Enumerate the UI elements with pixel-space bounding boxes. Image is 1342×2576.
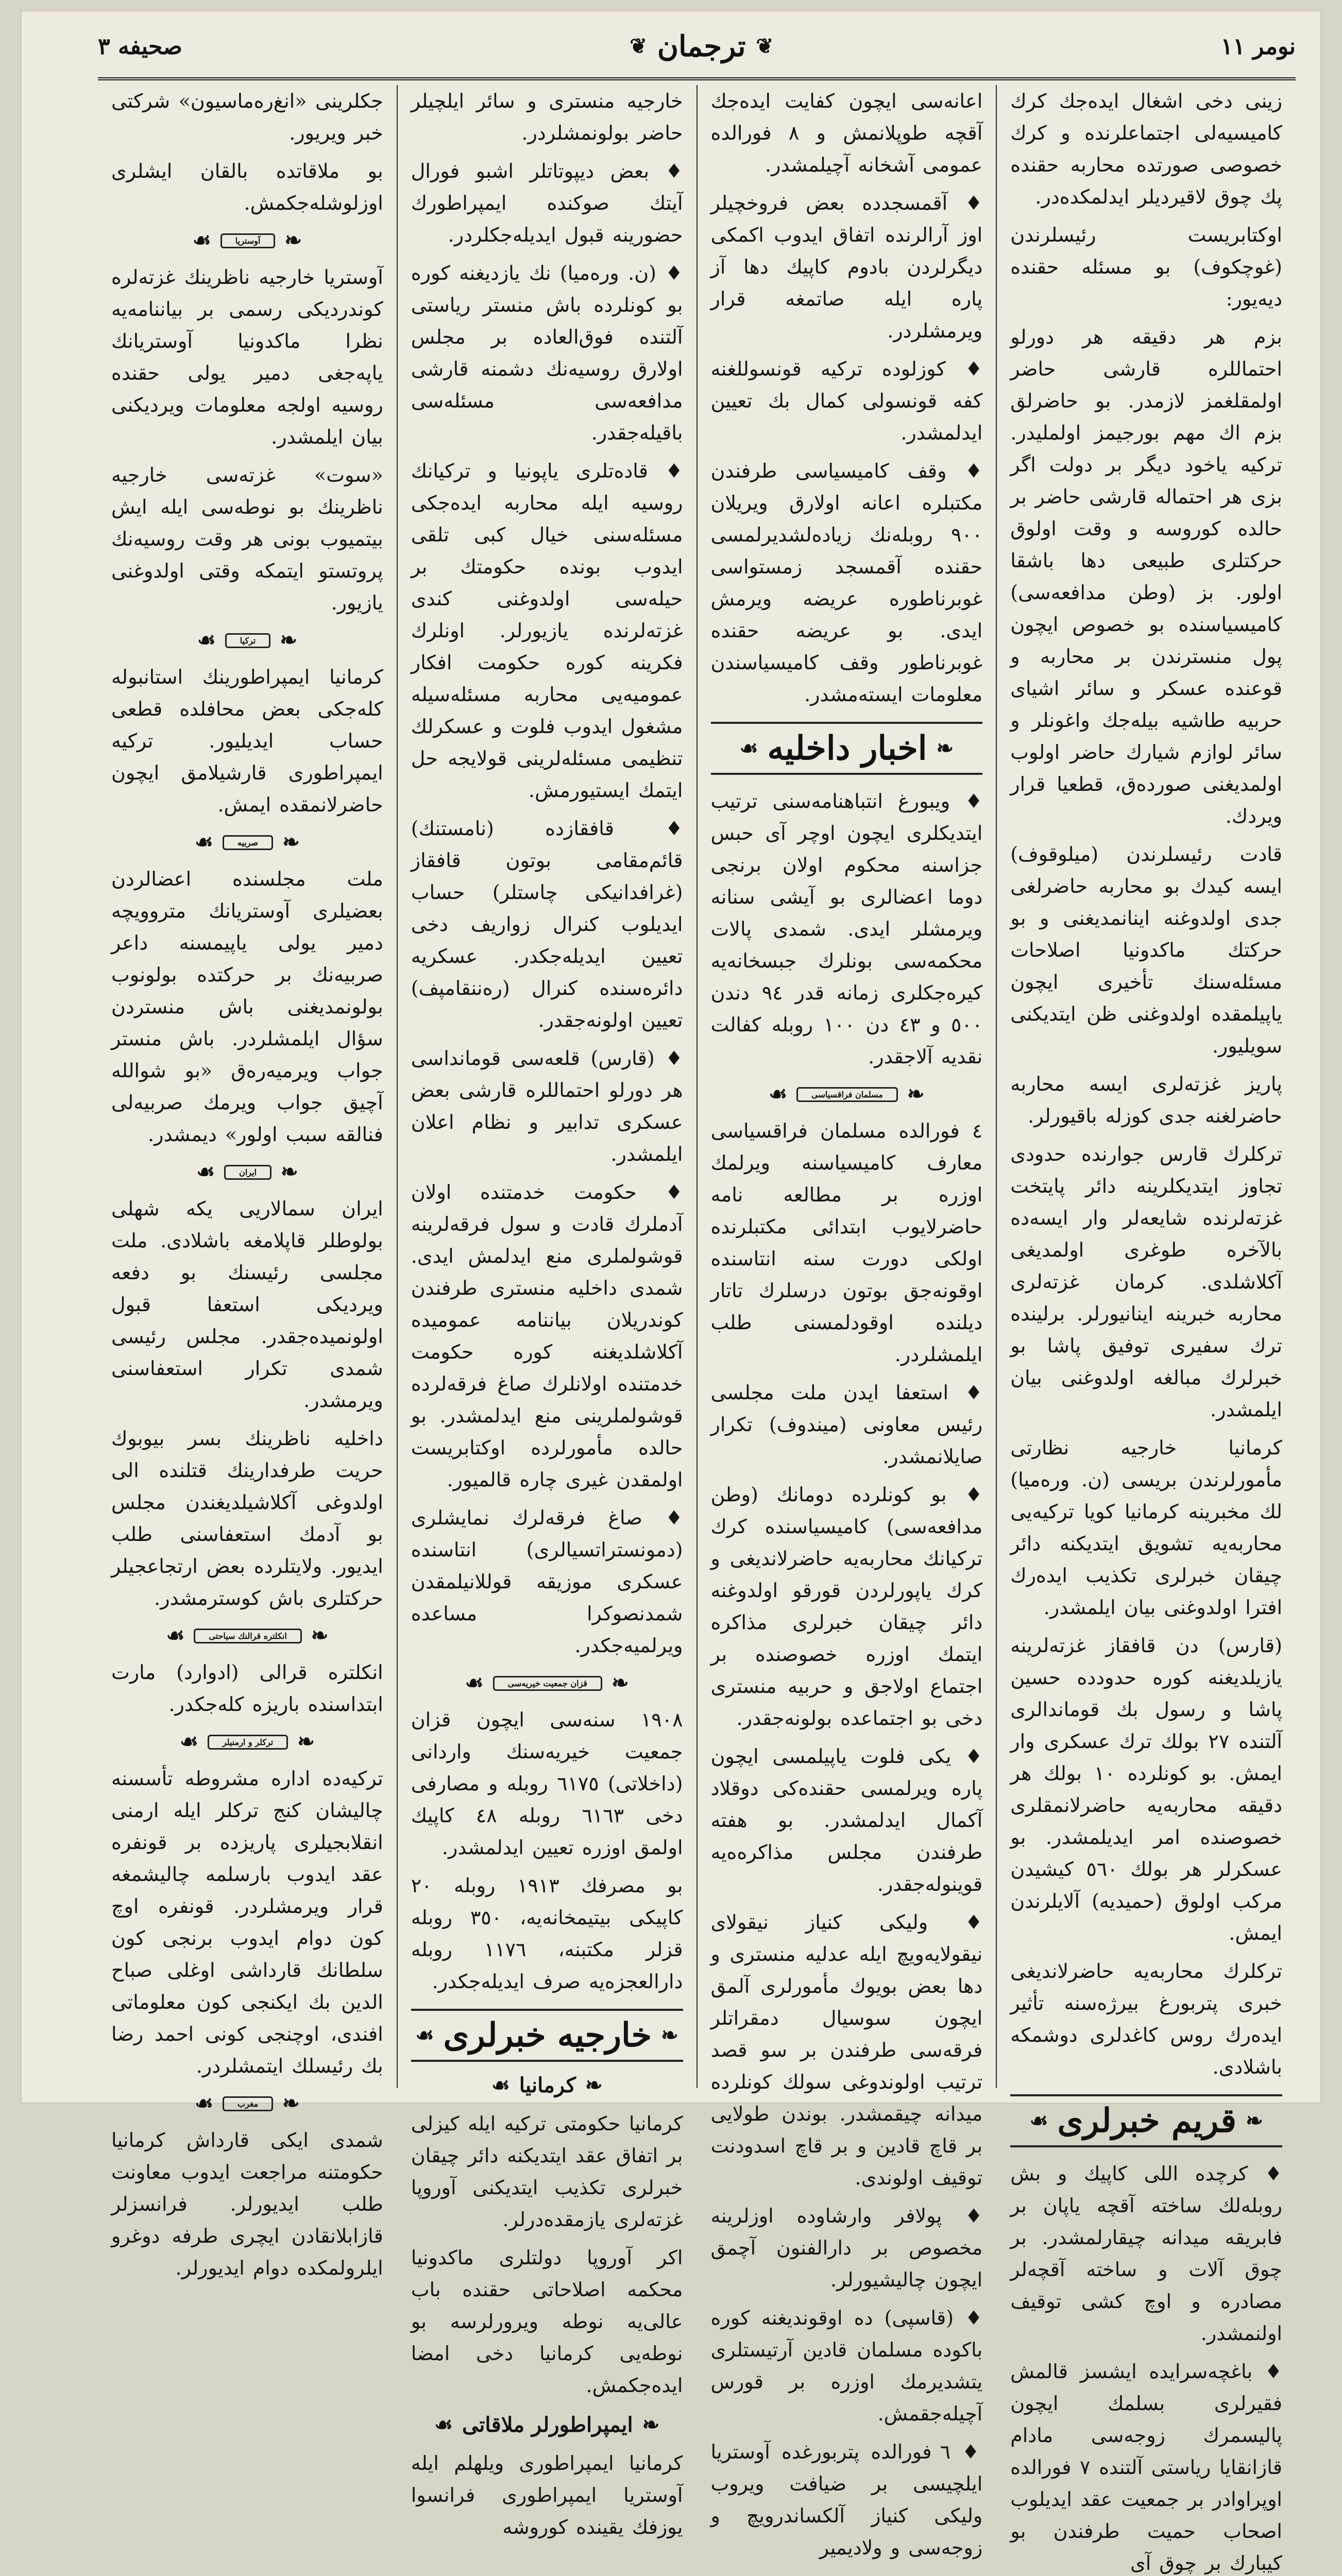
article-paragraph: ♦ ویبورغ انتباهنامه‌سنی ترتیب ایتدیکلری ایچون اوچر آی حبس جزاسنه محکوم اولان برنجی دوما اعضالری بو آیشی سنانه ویرمشلر ایدی. شمدی پالات محکمه‌سی بونلرك جبسخانه‌یه کیره‌جکلری زمانه قدر ٩٤ دندن ٥٠٠ و ٤٣ دن ١٠٠ روبله کفالت نقدیه آلاجقدر.: [710, 790, 983, 1068]
section-heading-text: ایمپراطورلر ملاقاتی: [462, 2413, 633, 2437]
article-paragraph: داخلیه ناظرینك بسر بیوبوك حریت طرفدارینك قتلنده الی اولدوغی آکلاشیلدیغندن مجلس بو آدمك استعفاسنی طلب ایدیور. ولایتلرده بعض ارتجاعجیلر حرکتلری باش کوسترمشدر.: [111, 1427, 383, 1609]
heading-ornament-icon: ❧: [1246, 2108, 1263, 2133]
heading-ornament-icon: ☙: [769, 1082, 788, 1106]
newspaper-page: [21, 10, 1321, 2574]
article-paragraph: اعانه‌سی ایچون کفایت ایده‌جك آقچه طوپلانمش و ٨ فورالده عمومی آشخانه آچیلمشدر.: [710, 90, 983, 176]
heading-ornament-icon: ❧: [282, 830, 300, 854]
section-heading: [111, 2093, 383, 2114]
article-paragraph: ♦ یکی فلوت یاپیلمسی ایچون پاره ویرلمسی حقنده‌کی دوقلاد آکمال ایدلمشدر. بو هفته طرفندن مجلس مذاکره‌ه‌یه قوینوله‌جقدر.: [710, 1745, 983, 1895]
section-heading-text: صربیه: [223, 835, 273, 850]
article-paragraph: کرمانیا حکومتی ترکیه ایله کیزلی بر اتفاق عقد ایتدیکنه دائر چیقان خبرلری تکذیب ایتدیکنی آوروپا غزته‌لری یازمقده‌درلر.: [411, 2112, 683, 2231]
heading-ornament-icon: ❧: [661, 2023, 678, 2047]
heading-ornament-icon: ☙: [166, 1623, 185, 1648]
section-heading: [111, 630, 383, 651]
section-heading-text: قزان جمعیت خیریه‌سی: [493, 1676, 603, 1691]
article-paragraph: پاریز غزته‌لری ایسه محاربه حاضرلغنه جدی کوزله باقیورلر.: [1010, 1073, 1282, 1127]
article-paragraph: بو ملاقاتده بالقان ایشلری اوزلوشله‌جکمش.: [111, 160, 383, 214]
heading-ornament-icon: ☙: [197, 628, 216, 652]
section-heading-text: اخبار داخلیه: [767, 729, 927, 768]
heading-ornament-icon: ❧: [281, 1160, 298, 1184]
article-paragraph: ♦ کرچده اللی کاپیك و بش روبله‌لك ساخته آقچه یاپان بر فابریقه میدانه چیقارلمشدر. بر چوق آلات و ساخته آقچه‌لر مصادره و اوچ کشی توقیف اولنمشدر.: [1010, 2162, 1282, 2345]
heading-ornament-icon: ❧: [280, 628, 297, 652]
section-heading: [411, 1673, 683, 1693]
heading-ornament-icon: ☙: [739, 736, 758, 760]
section-heading-text: انکلتره قرالنك سیاحتی: [194, 1629, 301, 1643]
heading-ornament-icon: ❧: [907, 1082, 925, 1106]
heading-ornament-icon: ☙: [195, 830, 213, 854]
heading-ornament-icon: ☙: [196, 1160, 215, 1184]
section-heading: [711, 1084, 983, 1105]
article-paragraph: کرمانیا ایمپراطورینك استانبوله کله‌جکی بعض محافلده قطعی حساب ایدیلیور. ترکیه ایمپراطوری قارشیلامق ایچون حاضرلانمقده ایمش.: [111, 666, 383, 816]
article-paragraph: ♦ پولافر وارشاوده اوزلرینه مخصوص بر دارالفنون آچمق ایچون چالیشیورلر.: [710, 2205, 983, 2291]
article-paragraph: کرمانیا خارجیه نظارتی مأمورلرندن بریسی (ن. وره‌میا) لك مخبرینه کرمانیا کویا ترکیه‌یی محاربه‌یه تشویق ایتدیکنه دائر چیقان خبرلری تکذیب ایده‌رك افترا اولدوغنی بیان ایلمشدر.: [1010, 1436, 1282, 1619]
column-4: [98, 85, 397, 2279]
section-heading: [111, 832, 383, 853]
section-heading: [111, 1625, 383, 1646]
article-paragraph: خارجیه منستری و سائر ایلچیلر حاضر بولونمشلردر.: [411, 90, 683, 144]
section-heading: [711, 722, 983, 775]
section-heading-text: قریم خبرلری: [1057, 2102, 1237, 2140]
article-paragraph: ٤ فورالده مسلمان فراقسیاسی معارف کامیسیاسنه ویرلمك اوزره بر مطالعه نامه حاضرلایوب ابتدائی مکتبلرنده اولکی دورت سنه انتاسنده اوقونه‌جق بوتون درسلرك تاتار دیلنده اوقودلمسنی طلب ایلمشلردر.: [710, 1120, 983, 1366]
article-paragraph: ترکلرك محاربه‌یه حاضرلاندیغی خبری پتربورغ بیرژه‌سنه تأثیر ایده‌رك روس کاغدلری دوشمکه باشلادی.: [1010, 1960, 1282, 2078]
article-paragraph: ♦ باغچه‌سرایده ایشسز قالمش فقیرلری بسلمك ایچون پالیسمرك زوجه‌سی مادام قازانقایا ریاستی آلتنده ٧ فورالده اوپراوادر بر جمعیت عقد ایدیلوب اصحاب حمیت طرفندن بو کیبارك بر چوق آی: [1010, 2360, 1282, 2574]
article-paragraph: ترکیه‌ده اداره مشروطه تأسسنه چالیشان کنج ترکلر ایله ارمنی انقلابجیلری پاریزده بر قونفره عقد ایدوب بارسلمه چالیشمغه قرار ویرمشلردر. قونفره اوچ کون دوام ایدوب برنجی کون سلطانك قارداشی اوغلی صباح الدین بك ایکنجی کون معلوماتی افندی، اوچنجی کونی احمد رضا بك رئیسلك ایتمشلردر.: [111, 1767, 383, 2077]
article-paragraph: ♦ صاغ فرقه‌لرك نمایشلری (دمونستراتسیالری) انتاسنده عسکری موزیقه قوللانیلمقدن شمدنصوکرا مساعده ویرلمیه‌جکدر.: [411, 1506, 683, 1657]
article-paragraph: قادت رئیسلرندن (میلوقوف) ایسه کیدك بو محاربه حاضرلغی جدی اولدوغنه اینانمدیغنی و بو حرکتك ماکدونیا اصلاحات مسئله‌سنك تأخیری ایچون یاپیلمقده اولدوغنی ظن ایتدیکنی سویلیور.: [1010, 843, 1282, 1057]
article-paragraph: ترکلرك قارس جوارنده حدودی تجاوز ایتدیکلرینه دائر پایتخت غزته‌لرنده شایعه‌لر وار ایسه‌ده بالآخره طوغری اولمدیغی آکلاشلدی. کرمان غزته‌لری محاربه خبرینه اینانیورلر. برلینده ترك سفیری توفیق پاشا بو خبرلرك مبالغه اولدوغنی بیان ایلمشدر.: [1010, 1143, 1282, 1421]
article-paragraph: ♦ بعض دیپوتاتلر اشبو فورال آیتك صوکنده ایمپراطورك حضورینه قبول ایدیله‌جکلردر.: [411, 160, 683, 246]
section-heading-text: ایران: [224, 1165, 271, 1180]
article-paragraph: کرمانیا ایمپراطوری ویلهلم ایله آوستریا ایمپراطوری فرانسوا یوزفك یقینده کوروشه: [411, 2452, 683, 2538]
page-header: [98, 15, 1296, 80]
article-paragraph: «سوت» غزته‌سی خارجیه ناظرینك بو نوطه‌سی ایله ایش بیتمیوب بونی هر وقت روسیه‌نك پروتستو ایتمکه وقتی اولدوغنی یازیور.: [111, 464, 383, 614]
newspaper-title: ترجمان: [657, 29, 746, 63]
heading-ornament-icon: ❧: [611, 1671, 629, 1695]
article-paragraph: ♦ قافقازده (نامستنك) قائم‌مقامی بوتون قافقاز (غرافدانیکی چاستلر) حساب ایدیلوب کنرال زواریف دخی تعیین ایدیله‌جکدر. عسکریه دائره‌سنده کنرال (ره‌ننقامپف) تعیین اولونه‌جقدر.: [411, 817, 683, 1031]
article-paragraph: ♦ آقمسجدده بعض فروخچیلر اوز آرالرنده اتفاق ایدوب اکمکی دیگرلردن بادوم کاپیك دها آز پاره ایله صاتمغه قرار ویرمشلردر.: [710, 192, 983, 342]
heading-ornament-icon: ❧: [284, 228, 302, 252]
section-heading: [111, 230, 383, 251]
section-heading: [1010, 2094, 1282, 2147]
column-1: [996, 85, 1296, 2574]
article-paragraph: بزم هر دقیقه هر دورلو احتماللره قارشی حاضر اولمقلغمز لازمدر. بو حاضرلق بزم اك مهم بورجیمز اولملیدر. ترکیه یاخود دیگر بر دولت اگر بزی هر احتماله قارشی حاضر بر حالده کوروسه و وقت اولوق حرکتلری طبیعی دها باشقا اولور. بز (وطن مدافعه‌سی) کامیسیاسنده بو خصوص ایچون پول منسترندن بر محاربه و قوعنده عسکر و سائر اشیای حربیه طاشیه بیله‌جك واغونلر و سائر لوازم شیارك حاضر اولوب اولمدیغنی صورده‌ق، قطعیا قرار ویردك.: [1010, 326, 1282, 827]
heading-ornament-icon: ❧: [297, 1730, 315, 1754]
article-paragraph: ♦ (ن. وره‌میا) نك یازدیغنه کوره بو کونلرده باش منستر ریاستی آلتنده فوق‌العاده بر مجلس اولارق روسیه‌نك دشمنه قارشی مدافعه‌سی مسئله‌سی باقیله‌جقدر.: [411, 262, 683, 444]
section-heading: [411, 2413, 683, 2437]
section-heading-text: ترکلر و ارمنیلر: [208, 1735, 288, 1750]
heading-ornament-icon: ☙: [434, 2412, 453, 2437]
issue-number: نومر ١١: [1220, 33, 1296, 60]
masthead-ornament-icon: ❦: [756, 34, 774, 58]
article-paragraph: ♦ حکومت خدمتنده اولان آدملرك قادت و سول فرقه‌لرینه قوشولملری منع ایدلمش ایدی. شمدی داخلیه منستری طرفندن کوندریلان بیاننامه عمومیده آکلاشلدیغنه کوره حکومت خدمتنده اولانلرك صاغ فرقه‌لرده قوشولملرینی منع ایدلمشدر. بو حالده مأمورلرده اوکتابریست اولمقدن غیری چاره قالمیور.: [411, 1181, 683, 1491]
page-number: صحیفه ٣: [98, 33, 182, 60]
article-paragraph: ♦ (قاسپی) ده اوقوندیغنه کوره باکوده مسلمان قادین آرتیستلری یتشدیرمك اوزره بر قورس آچیله‌جقمش.: [710, 2307, 983, 2425]
heading-ornament-icon: ❧: [585, 2073, 603, 2097]
article-paragraph: زینی دخی اشغال ایده‌جك کرك کامیسیه‌لی اجتماعلرنده و کرك خصوصی صورتده محاربه حقنده پك چوق لاقیردیلر ایدلمکده‌در.: [1010, 90, 1282, 208]
section-heading: [111, 1732, 383, 1752]
heading-ornament-icon: ☙: [179, 1730, 198, 1754]
article-paragraph: جکلرینی «انغ‌ره‌ماسیون» شرکتی خبر ویریور.: [111, 90, 383, 144]
article-paragraph: شمدی ایکی قارداش کرمانیا حکومتنه مراجعت ایدوب معاونت طلب ایدیورلر. فرانسزلر قازابلانقادن ایچری طرفه دوغرو ایلرولمکده دوام ایدیورلر.: [111, 2129, 383, 2279]
heading-ornament-icon: ☙: [491, 2073, 510, 2097]
article-paragraph: اکر آوروپا دولتلری ماکدونیا محکمه اصلاحاتی حقنده باب عالی‌یه نوطه ویرورلرسه بو نوطه‌یی کرمانیا دخی امضا ایده‌جکمش.: [411, 2246, 683, 2397]
article-columns: [98, 85, 1296, 2574]
article-paragraph: انکلتره قرالی (ادوارد) مارت ابتداسنده باریزه کله‌جکدر.: [111, 1661, 383, 1716]
article-paragraph: ♦ بو کونلرده دومانك (وطن مدافعه‌سی) کامیسیاسنده کرك ترکیانك محاربه‌یه حاضرلاندیغی و کرك یاپورلردن قورقو اولدوغنه دائر چیقان خبرلری مذاکره ایتمك اوزره خصوصنده بر اجتماع اولاجق و حربیه منستری دخی بو اجتماعده بولونه‌جقدر.: [710, 1483, 983, 1730]
heading-ornament-icon: ☙: [415, 2023, 434, 2047]
article-paragraph: ♦ استعفا ایدن ملت مجلسی رئیس معاونی (میندوف) تکرار صایلانمشدر.: [710, 1381, 983, 1468]
heading-ornament-icon: ☙: [192, 228, 211, 252]
heading-ornament-icon: ☙: [1029, 2108, 1048, 2133]
section-heading-text: مسلمان فراقسیاسی: [796, 1087, 898, 1102]
section-heading: [411, 2073, 683, 2097]
section-heading-text: کرمانیا: [519, 2073, 576, 2097]
article-paragraph: (قارس) دن قافقاز غزته‌لرینه یازیلدیغنه کوره حدودده حسین پاشا و رسول بك قوماندالری آلتنده ٢٧ بولك ترك عسکری وار ایمش. بو کونلرده ١٠ بولك هر دقیقه محاربه‌یه حاضرلانمقلری خصوصنده امر ایدیلمشدر. بو عسکرلر هر بولك ٥٦٠ کیشیدن مرکب اولوق (حمیدیه) آلایلرندن ایمش.: [1010, 1634, 1283, 1944]
masthead-ornament-icon: ❦: [630, 34, 647, 58]
article-paragraph: ١٩٠٨ سنه‌سی ایچون قزان جمعیت خیریه‌سنك واردانی (داخلاتی) ٦١٧٥ روبله و مصارفی دخی ٦١٦٣ روبله ٤٨ کاپیك اولمق اوزره تعیین ایدلمشدر.: [411, 1708, 683, 1859]
article-paragraph: ♦ وقف کامیسیاسی طرفندن مکتبلره اعانه اولارق ویریلان ٩٠٠ روبله‌نك زیاده‌لشدیرلمسی حقنده آقمسجد زمستوا‌سی غوبرناطوره عریضه ویرمش ایدی. بو عریضه حقنده غوبرناطور وقف کامیسیاسندن معلومات ایسته‌مشدر.: [710, 460, 983, 706]
heading-ornament-icon: ❧: [936, 736, 954, 760]
heading-ornament-icon: ❧: [311, 1623, 329, 1648]
masthead: [630, 29, 773, 63]
heading-ornament-icon: ❧: [282, 2091, 300, 2115]
article-paragraph: ♦ ولیکی کنیاز نیقولای نیقولایه‌ویچ ایله عدلیه منستری و دها بعض بویوك مأمورلری آلمق ایچون سوسیال دمقراتلر فرقه‌سی طرفندن بر سو قصد ترتیب اولوندوغی سولك کونلرده میدانه چیقمشدر. بوندن طولایی بر قاچ قادین و بر قاچ اسدودنت توقیف اولوندی.: [710, 1911, 983, 2189]
article-paragraph: آوستریا خارجیه ناظرینك غزته‌لره کوندردیکی رسمی بر بیاننامه‌یه نظرا ماکدونیا آوستریانك یاپه‌جغی دمیر یولی حقنده روسیه اولجه معلومات ویردیکنی بیان ایلمشدر.: [111, 266, 383, 448]
section-heading: [111, 1162, 383, 1182]
article-paragraph: ♦ قاده‌تلری یاپونیا و ترکیانك روسیه ایله محاربه ایده‌جکی مسئله‌سنی خیال کبی تلقی ایدوب بونده حکومتك بر حیله‌سی اولدوغنی کندی غزته‌لرنده یازیورلر. اونلرك فکرینه کوره حکومت افکار عمومیه‌یی محاربه مسئله‌سیله مشغول ایدوب فلوت و عسکرلك تنظیمی مسئله‌لرینی قولایجه حل ایتمك ایستیورمش.: [411, 460, 683, 802]
heading-ornament-icon: ☙: [465, 1671, 484, 1695]
article-paragraph: ♦ کوزلوده ترکیه قونسوللغنه کفه قونسولی کمال بك تعیین ایدلمشدر.: [710, 358, 983, 444]
article-paragraph: اوکتابریست رئیسلرندن (غوچکوف) بو مسئله حقنده دیه‌یور:: [1010, 224, 1282, 310]
section-heading: [411, 2009, 683, 2062]
article-paragraph: ملت مجلسنده اعضالردن بعضیلری آوستریانك متروویچه دمیر یولی یاپیمسنه داعر صربیه‌نك بر حرکتده بولونوب بولونمدیغنی باش منستردن سؤال ایلمشلردر. باش منستر جواب ویرمیه‌ره‌ق «بو شوالله آچیق جواب ویرمك صربیه‌لی فنالقه سبب اولور» دیمشدر.: [111, 868, 383, 1146]
section-heading-text: ترکیا: [225, 633, 271, 648]
article-paragraph: ایران سمالاریی یکه شهلی بولوطلر قاپلامغه باشلادی. ملت مجلسی رئیسنك بو دفعه ویردیکی استعفا قبول اولونمیده‌جقدر. مجلس رئیسی شمدی تکرار استعفاسنی ویرمشدر.: [111, 1197, 383, 1412]
article-paragraph: ♦ (قارس) قلعه‌سی قومانداسی هر دورلو احتماللره قارشی بعض عسکری تدابیر و نظام اعلان ایلمشدر.: [411, 1047, 683, 1165]
heading-ornament-icon: ❧: [642, 2412, 660, 2437]
column-3: [397, 85, 697, 2538]
column-2: [697, 85, 996, 2559]
section-heading-text: آوستریا: [220, 233, 276, 248]
section-heading-text: مغرب: [223, 2096, 273, 2111]
section-heading-text: خارجیه خبرلری: [443, 2016, 652, 2055]
heading-ornament-icon: ☙: [195, 2091, 213, 2115]
article-paragraph: بو مصرفك ١٩١٣ روبله ٢٠ کاپیکی بیتیمخانه‌یه، ٣٥٠ روبله قزلر مکتبنه، ١١٧٦ روبله دارالعجزه‌یه صرف ایدیله‌جکدر.: [411, 1874, 683, 1993]
article-paragraph: ♦ ٦ فورالده پتربورغده آوستریا ایلچیسی بر ضیافت ویروب ولیکی کنیاز آلکساندرویچ و زوجه‌سی و ولادیمیر: [710, 2441, 983, 2559]
